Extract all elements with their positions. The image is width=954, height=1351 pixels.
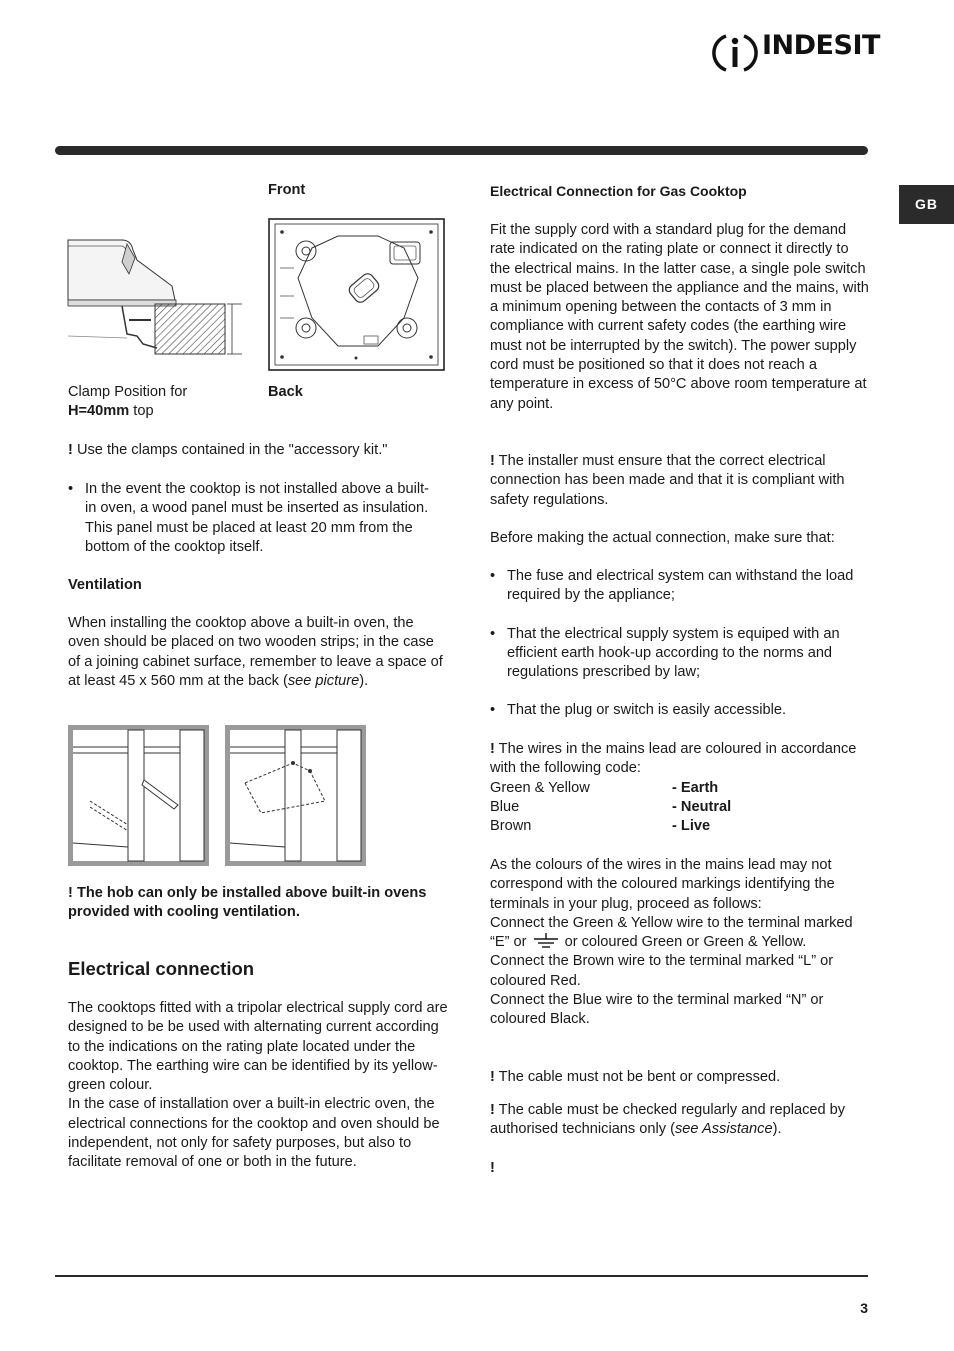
page-number: 3 <box>860 1300 868 1316</box>
bent-note-text: The cable must not be bent or compressed. <box>498 1069 781 1085</box>
list-item: • That the electrical supply system is equiped with an efficient earth hook-up according to the norms and regulations prescribed by law; <box>490 625 872 683</box>
wire-row <box>490 779 872 798</box>
logo-emblem-icon <box>712 30 758 76</box>
installer-note <box>490 452 872 510</box>
checked-note-end: ). <box>772 1121 782 1138</box>
clamp-position-figure <box>67 236 247 356</box>
wire-colour: Brown <box>490 818 532 835</box>
wire-colour: Green & Yellow <box>490 779 590 796</box>
checked-note-text: The cable must be checked regularly and replaced by authorised technicians only ( <box>490 1102 846 1138</box>
clamp-caption-line-2 <box>68 402 258 421</box>
connect-green-yellow <box>490 914 872 953</box>
oven-bullet-list <box>68 480 438 557</box>
warning-mark: ! <box>68 885 73 901</box>
list-item: • In the event the cooktop is not installed above a built-in oven, a wood panel must be inserted as insulation. This panel must be placed at least 20 mm from the bottom of the cooktop itself. <box>68 480 438 557</box>
back-label: Back <box>268 384 303 400</box>
check-bullet-list <box>490 567 872 721</box>
installer-note-text: The installer must ensure that the correct electrical connection has been made and that it is compliant with safety regulations. <box>490 453 845 508</box>
clamp-caption-height: H=40mm <box>68 403 130 420</box>
ventilation-text-end: ). <box>359 672 369 689</box>
wire-instructions <box>490 856 872 1030</box>
clamp-caption <box>68 383 258 422</box>
warning-mark: ! <box>490 741 495 757</box>
logo-wordmark: INDESIT <box>762 30 880 61</box>
warning-mark: ! <box>68 442 73 458</box>
empty-warning: ! <box>490 1160 495 1176</box>
warning-mark: ! <box>490 1102 495 1118</box>
wire-colour: Blue <box>490 798 520 815</box>
wire-row <box>490 798 872 817</box>
footer-rule <box>55 1275 868 1277</box>
connect-brown: Connect the Brown wire to the terminal marked “L” or coloured Red. <box>490 953 834 989</box>
hob-note-text: The hob can only be installed above built-in ovens provided with cooling ventilation. <box>68 885 427 921</box>
colours-intro: As the colours of the wires in the mains lead may not correspond with the coloured markings identifying the terminals in your plug, proceed as follows: <box>490 857 835 912</box>
earth-symbol-icon <box>531 933 561 949</box>
supply-cord-text: Fit the supply cord with a standard plug for the demand rate indicated on the rating plate or connect it directly to the electrical mains. In the latter case, a single pole switch must be placed between the appliance and the mains, with a minimum opening between the contacts of 3 mm in compliance with current safety codes (the earthing wire must not be interrupted by the switch). The power supply cord must be positioned so that it does not reach a temperature in excess of 50°C above room temperature at any point. <box>490 222 869 412</box>
connect-blue: Connect the Blue wire to the terminal marked “N” or coloured Black. <box>490 992 824 1028</box>
clamps-note-text: Use the clamps contained in the "accessory kit." <box>76 442 388 458</box>
ventilation-figure-right <box>225 725 366 866</box>
wire-meaning: - Earth <box>672 779 719 796</box>
electrical-paragraph-1: The cooktops fitted with a tripolar electrical supply cord are designed to be be used with alternating current according to the indications on the rating plate located under the cooktop. The earthing wire can be identified by its yellow-green colour. <box>68 1000 448 1094</box>
list-item: • That the plug or switch is easily accessible. <box>490 701 872 720</box>
wire-meaning: - Neutral <box>672 798 732 815</box>
front-label: Front <box>268 182 306 198</box>
checked-note-ref: see Assistance <box>674 1121 773 1138</box>
hob-note <box>68 884 448 923</box>
header-rule <box>55 146 868 155</box>
wires-note-text: The wires in the mains lead are coloured in accordance with the following code: <box>490 741 857 777</box>
warning-mark: ! <box>490 453 495 469</box>
gas-cooktop-heading: Electrical Connection for Gas Cooktop <box>490 183 747 199</box>
ventilation-text <box>68 614 448 691</box>
checked-note <box>490 1101 872 1140</box>
language-tab: GB <box>899 185 954 224</box>
connect-green-text: Connect the Green & Yellow wire to the terminal marked “E” or <box>490 914 853 951</box>
list-item: • The fuse and electrical system can withstand the load required by the appliance; <box>490 567 872 606</box>
before-text: Before making the actual connection, make sure that: <box>490 530 835 546</box>
warning-mark: ! <box>490 1069 495 1085</box>
electrical-paragraph-2: In the case of installation over a built-in electric oven, the electrical connections for the cooktop and oven should be independent, not only for safety purposes, but also to facilitate removal of one or both in the future. <box>68 1096 440 1171</box>
ventilation-heading: Ventilation <box>68 577 142 593</box>
wire-code-block <box>490 740 872 836</box>
clamp-caption-top: top <box>129 403 154 420</box>
connect-green-text-end: or coloured Green or Green & Yellow. <box>560 934 807 951</box>
wire-row <box>490 817 872 836</box>
cooktop-underside-figure <box>268 218 445 371</box>
ventilation-text-part: When installing the cooktop above a built-in oven, the oven should be placed on two wooden strips; in the case of a joining cabinet surface, remember to leave a space of at least 45 x 560 mm at the back ( <box>68 615 443 689</box>
ventilation-figure-left <box>68 725 209 866</box>
clamps-note <box>68 441 448 460</box>
wires-note <box>490 740 872 779</box>
electrical-text <box>68 999 448 1173</box>
ventilation-text-ref: see picture <box>287 672 360 689</box>
indesit-logo <box>712 28 880 78</box>
wire-meaning: - Live <box>672 818 711 835</box>
bent-note <box>490 1068 872 1087</box>
electrical-heading: Electrical connection <box>68 958 255 979</box>
clamp-caption-line: Clamp Position for <box>68 384 188 400</box>
